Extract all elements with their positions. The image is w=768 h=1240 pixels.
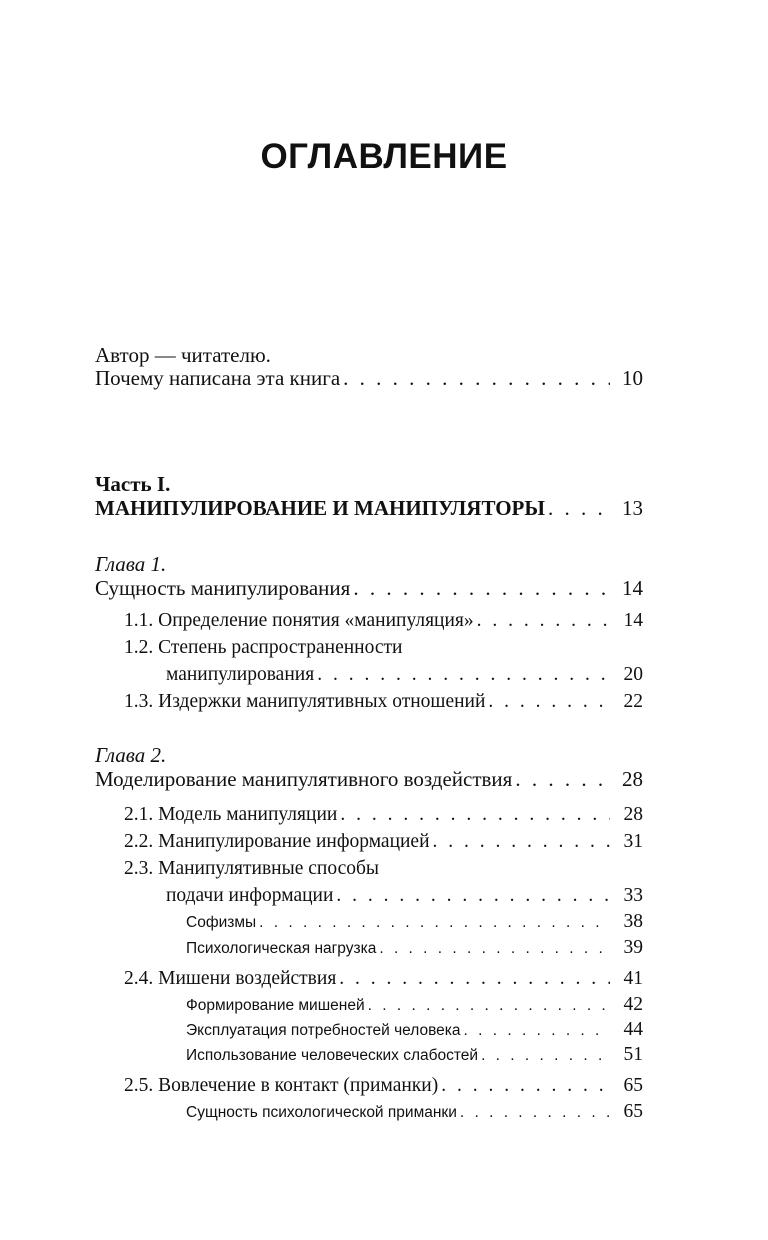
dot-leader	[336, 885, 610, 907]
toc-entry-page: 28	[622, 767, 643, 791]
dot-leader	[353, 576, 610, 601]
toc-entry-page: 20	[623, 664, 643, 685]
toc-entry-page: 13	[622, 496, 643, 520]
toc-entry-title: Эксплуатация потребностей человека	[186, 1022, 461, 1039]
toc-entry-page: 28	[623, 804, 643, 825]
toc-entry-title: Психологическая нагрузка	[186, 940, 377, 957]
toc-entry-title: 2.5. Вовлечение в контакт (приманки)	[124, 1075, 439, 1096]
toc-entry-page: 14	[622, 576, 643, 600]
toc-entry-page: 22	[623, 691, 643, 712]
dot-leader	[433, 831, 610, 853]
toc-entry-2-3[interactable]	[166, 885, 643, 907]
dot-leader	[477, 610, 610, 632]
toc-entry-page: 65	[623, 1075, 643, 1096]
chapter-label: Глава 2.	[95, 743, 167, 767]
toc-entry-title: 2.2. Манипулирование информацией	[124, 831, 430, 852]
toc-entry-title: Почему написана эта книга	[95, 366, 341, 390]
dot-leader	[441, 1075, 610, 1097]
toc-entry-title: 2.4. Мишени воздействия	[124, 968, 337, 989]
toc-entry-title: Сущность манипулирования	[95, 576, 351, 600]
toc-entry-2-5[interactable]	[124, 1075, 643, 1097]
toc-entry-page: 14	[623, 610, 643, 631]
toc-entry-page: 51	[623, 1044, 643, 1065]
toc-entry-2-4[interactable]	[124, 968, 643, 990]
toc-entry-2-3-line1[interactable]: 2.3. Манипулятивные способы	[124, 858, 380, 879]
toc-entry-title: 1.1. Определение понятия «манипуляция»	[124, 610, 474, 631]
toc-entry-title: 2.1. Модель манипуляции	[124, 804, 338, 825]
dot-leader	[548, 496, 610, 521]
dot-leader	[368, 997, 610, 1015]
toc-entry-1-2-line1[interactable]: 1.2. Степень распространенности	[124, 637, 403, 658]
toc-entry-1-3[interactable]	[124, 691, 643, 713]
toc-entry-sophisms[interactable]	[186, 911, 643, 933]
toc-entry-needs[interactable]	[186, 1019, 643, 1041]
toc-entry-page: 39	[623, 937, 643, 958]
toc-entry-page: 42	[623, 994, 643, 1015]
dot-leader	[259, 914, 610, 932]
toc-entry-1-1[interactable]	[124, 610, 643, 632]
toc-entry-psych-load[interactable]	[186, 937, 643, 959]
toc-entry-title: Моделирование манипулятивного воздействия	[95, 767, 513, 791]
intro-heading: Автор — читателю.	[95, 343, 271, 367]
toc-entry-title: Использование человеческих слабостей	[186, 1047, 479, 1064]
dot-leader	[488, 691, 610, 713]
dot-leader	[340, 804, 610, 826]
page-title: ОГЛАВЛЕНИЕ	[260, 137, 508, 176]
toc-entry-page: 38	[623, 911, 643, 932]
dot-leader	[339, 968, 610, 990]
toc-entry-chapter1[interactable]	[95, 576, 643, 601]
toc-entry-title: манипулирования	[166, 664, 315, 685]
toc-entry-page: 31	[623, 831, 643, 852]
toc-entry-title: 1.3. Издержки манипулятивных отношений	[124, 691, 486, 712]
toc-entry-title: Формирование мишеней	[186, 997, 365, 1014]
dot-leader	[343, 366, 610, 391]
toc-entry-page: 44	[623, 1019, 643, 1040]
toc-entry-2-2[interactable]	[124, 831, 643, 853]
toc-entry-1-2[interactable]	[166, 664, 643, 686]
toc-entry-part1[interactable]	[95, 496, 643, 521]
toc-entry-chapter2[interactable]	[95, 767, 643, 792]
toc-entry-title: подачи информации	[166, 885, 334, 906]
dot-leader	[464, 1022, 610, 1040]
dot-leader	[379, 940, 610, 958]
dot-leader	[460, 1104, 610, 1122]
part-label: Часть I.	[95, 472, 171, 496]
toc-entry-2-1[interactable]	[124, 804, 643, 826]
dot-leader	[515, 767, 610, 792]
toc-entry-title: МАНИПУЛИРОВАНИЕ И МАНИПУЛЯТОРЫ	[95, 496, 545, 520]
toc-entry-targets[interactable]	[186, 994, 643, 1016]
toc-entry-weaknesses[interactable]	[186, 1044, 643, 1066]
toc-entry-page: 65	[623, 1101, 643, 1122]
toc-entry-page: 33	[623, 885, 643, 906]
toc-entry-title: Софизмы	[186, 914, 257, 931]
toc-entry-page: 10	[622, 366, 643, 390]
toc-entry-bait[interactable]	[186, 1101, 643, 1123]
dot-leader	[317, 664, 610, 686]
toc-entry-title: Сущность психологической приманки	[186, 1104, 457, 1121]
toc-entry-page: 41	[623, 968, 643, 989]
dot-leader	[481, 1047, 610, 1065]
toc-entry-intro[interactable]	[95, 366, 643, 391]
chapter-label: Глава 1.	[95, 552, 167, 576]
